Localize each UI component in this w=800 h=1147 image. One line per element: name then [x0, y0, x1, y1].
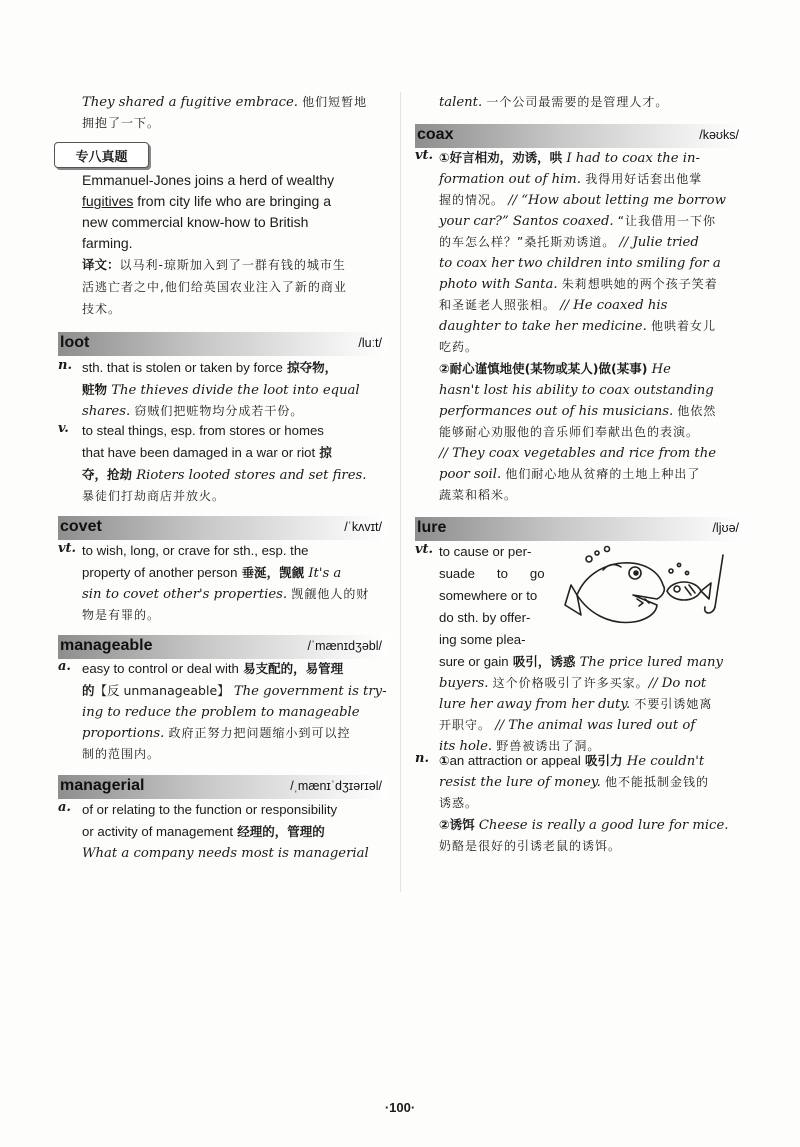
antonym: 【反 unmanageable】	[94, 683, 230, 698]
phonetic: /kəʊks/	[699, 128, 739, 142]
example-en: // The animal was lured out of	[495, 718, 696, 733]
exam-keyword: fugitives	[82, 193, 134, 209]
definition-loot-noun	[82, 357, 388, 422]
example-cn: 拥抱了一下。	[82, 116, 161, 130]
entry-header-manageable	[58, 635, 388, 659]
example-en: They shared a fugitive embrace.	[82, 95, 298, 110]
example-en: shares.	[82, 404, 131, 419]
headword: managerial	[60, 777, 145, 794]
example-en: buyers.	[439, 676, 489, 691]
translation-text: 以马利-琼斯加入到了一群有钱的城市生	[119, 258, 346, 272]
example-en: Rioters looted stores and set fires.	[136, 468, 367, 483]
sense-number: ②	[439, 361, 450, 376]
example-en: Cheese is really a good lure for mice.	[478, 818, 729, 833]
example-cn: 暴徒们打劫商店并放火。	[82, 489, 226, 503]
big-fish-tail	[565, 585, 581, 615]
definition-cn: 赃物	[82, 382, 108, 397]
example-cn: 他们短暂地	[302, 95, 368, 109]
example-en: // Do not	[648, 676, 707, 691]
column-divider	[400, 92, 401, 892]
definition-cn: 好言相劝，劝诱，哄	[449, 150, 563, 165]
definition-cn: 诱饵	[449, 817, 475, 832]
definition-en: to cause or per-	[439, 544, 532, 559]
example-en: hasn't lost his ability to coax outstanding	[439, 383, 714, 398]
fish-lure-illustration	[563, 545, 738, 637]
definition-covet	[82, 540, 388, 626]
continued-example	[82, 92, 388, 134]
part-of-speech: v.	[58, 421, 69, 436]
example-en: photo with Santa.	[439, 277, 558, 292]
headword: coax	[417, 126, 454, 143]
exam-passage	[82, 170, 388, 320]
definition-coax	[439, 147, 745, 506]
hook-icon	[705, 607, 715, 613]
definition-manageable	[82, 658, 388, 765]
fishing-line	[715, 555, 723, 607]
example-cn: 吃药。	[439, 340, 479, 354]
entry-header-coax	[415, 124, 745, 148]
example-cn: 朱莉想哄她的两个孩子笑着	[561, 277, 718, 291]
small-fish-body	[667, 582, 701, 600]
part-of-speech: vt.	[415, 542, 434, 557]
definition-managerial	[82, 799, 388, 864]
part-of-speech: vt.	[58, 541, 77, 556]
example-en: // He coaxed his	[560, 298, 668, 313]
entry-header-lure	[415, 517, 745, 541]
phonetic: /ljʊə/	[712, 521, 739, 535]
definition-en: ing some plea-	[439, 632, 526, 647]
definition-cn: 掠	[319, 445, 332, 460]
part-of-speech: vt.	[415, 148, 434, 163]
definition-cn: 夺，抢劫	[82, 467, 133, 482]
example-en: It's a	[308, 566, 342, 581]
phonetic: /ˈkʌvɪt/	[344, 520, 382, 534]
definition-cn: 吸引，诱惑	[512, 654, 576, 669]
part-of-speech: a.	[58, 800, 71, 815]
phonetic: /ˈmænɪdʒəbl/	[307, 639, 382, 653]
example-cn: 开职守。	[439, 718, 492, 732]
example-cn: 他们耐心地从贫瘠的土地上种出了	[505, 467, 701, 481]
example-en: formation out of him.	[439, 172, 581, 187]
part-of-speech: n.	[58, 358, 72, 373]
exam-line: new commercial know-how to British	[82, 214, 309, 230]
part-of-speech: n.	[415, 751, 429, 766]
definition-cn: 的	[82, 683, 95, 698]
definition-cn: 耐心谨慎地使(某物或某人)做(某事)	[449, 361, 648, 376]
definition-en: to wish, long, or crave for sth., esp. the	[82, 543, 309, 558]
definition-en: sth. that is stolen or taken by force	[82, 360, 283, 375]
big-fish-body	[577, 563, 664, 623]
definition-en: or activity of management	[82, 824, 233, 839]
definition-en: to steal things, esp. from stores or homes	[82, 423, 324, 438]
translation-text: 技术。	[82, 302, 122, 316]
phonetic: /ˌmænɪˈdʒɪərɪəl/	[290, 779, 382, 793]
definition-en: sure or gain	[439, 654, 509, 669]
exam-tag: 专八真题	[54, 142, 149, 168]
example-cn: 和圣诞老人照张相。	[439, 298, 557, 312]
definition-cn: 经理的，管理的	[237, 824, 325, 839]
example-en: The thieves divide the loot into equal	[111, 383, 360, 398]
translation-label: 译文：	[82, 257, 120, 272]
definition-en: easy to control or deal with	[82, 661, 239, 676]
exam-line: farming.	[82, 235, 133, 251]
example-en: resist the lure of money.	[439, 775, 601, 790]
definition-en: an attraction or appeal	[449, 753, 581, 768]
entry-header-managerial	[58, 775, 388, 799]
headword: loot	[60, 334, 90, 351]
phonetic: /luːt/	[358, 336, 382, 350]
example-en: He	[651, 362, 671, 377]
part-of-speech: a.	[58, 659, 71, 674]
example-cn: 不要引诱她离	[634, 697, 713, 711]
definition-lure-noun	[439, 750, 745, 857]
example-en: The price lured many	[579, 655, 723, 670]
entry-header-loot	[58, 332, 388, 356]
sense-number: ①	[439, 753, 450, 768]
example-en: sin to covet other's properties.	[82, 587, 288, 602]
example-cn: 奶酪是很好的引诱老鼠的诱饵。	[439, 839, 622, 853]
example-en: What a company needs most is managerial	[82, 846, 369, 861]
example-cn: 这个价格吸引了许多买家。	[492, 676, 649, 690]
example-cn: 窃贼们把赃物均分成若干份。	[134, 404, 304, 418]
sense-number: ②	[439, 817, 450, 832]
continued-example	[439, 92, 745, 113]
example-cn: 野兽被诱出了洞。	[496, 739, 601, 753]
example-en: The government is try-	[233, 684, 387, 699]
definition-cn: 掠夺物，	[287, 360, 338, 375]
example-en: to coax her two children into smiling for a	[439, 256, 721, 271]
headword: covet	[60, 518, 102, 535]
definition-en: property of another person	[82, 565, 238, 580]
example-cn: 制的范围内。	[82, 747, 161, 761]
example-en: talent.	[439, 95, 483, 110]
example-en: proportions.	[82, 726, 165, 741]
example-cn: 蔬菜和稻米。	[439, 488, 518, 502]
example-cn: 他不能抵制金钱的	[605, 775, 710, 789]
exam-line: from city life who are bringing a	[133, 193, 331, 209]
page-number: ·100·	[384, 1100, 416, 1115]
example-cn: 我得用好话套出他掌	[585, 172, 703, 186]
definition-cn: 吸引力	[585, 753, 623, 768]
definition-cn: 易支配的，易管理	[243, 661, 344, 676]
definition-en: of or relating to the function or responsibility	[82, 802, 338, 817]
example-cn: 的车怎么样？”桑托斯劝诱道。	[439, 235, 616, 249]
example-cn: 他依然	[677, 404, 717, 418]
example-cn: 诱惑。	[439, 796, 479, 810]
definition-loot-verb	[82, 420, 388, 507]
example-en: lure her away from her duty.	[439, 697, 631, 712]
example-en: ing to reduce the problem to manageable	[82, 705, 360, 720]
example-cn: 握的情况。	[439, 193, 505, 207]
example-cn: 觊觎他人的财	[291, 587, 370, 601]
headword: lure	[417, 519, 447, 536]
example-en: your car?” Santos coaxed.	[439, 214, 614, 229]
example-en: its hole.	[439, 739, 493, 754]
example-en: I had to coax the in-	[566, 151, 700, 166]
example-cn: 他哄着女儿	[650, 319, 716, 333]
example-cn: 能够耐心劝服他的音乐师们奉献出色的表演。	[439, 425, 700, 439]
translation-text: 活逃亡者之中,他们给英国农业注入了新的商业	[82, 280, 347, 294]
entry-header-covet	[58, 516, 388, 540]
example-en: // “How about letting me borrow	[508, 193, 726, 208]
example-cn: 政府正努力把问题缩小到可以控	[168, 726, 351, 740]
definition-en: suade to go	[439, 566, 545, 581]
definition-en: somewhere or to	[439, 588, 538, 603]
exam-line: Emmanuel-Jones joins a herd of wealthy	[82, 172, 335, 188]
headword: manageable	[60, 637, 153, 654]
example-en: poor soil.	[439, 467, 502, 482]
definition-cn: 垂涎，觊觎	[241, 565, 305, 580]
example-en: He couldn't	[626, 754, 705, 769]
sense-number: ①	[439, 150, 450, 165]
definition-en: do sth. by offer-	[439, 610, 531, 625]
example-cn: 一个公司最需要的是管理人才。	[486, 95, 669, 109]
example-en: // They coax vegetables and rice from the	[439, 446, 717, 461]
example-cn: 物是有罪的。	[82, 608, 161, 622]
example-cn: “让我借用一下你	[617, 214, 717, 228]
example-en: // Julie tried	[619, 235, 699, 250]
example-en: performances out of his musicians.	[439, 404, 674, 419]
definition-en: that have been damaged in a war or riot	[82, 445, 316, 460]
example-en: daughter to take her medicine.	[439, 319, 647, 334]
